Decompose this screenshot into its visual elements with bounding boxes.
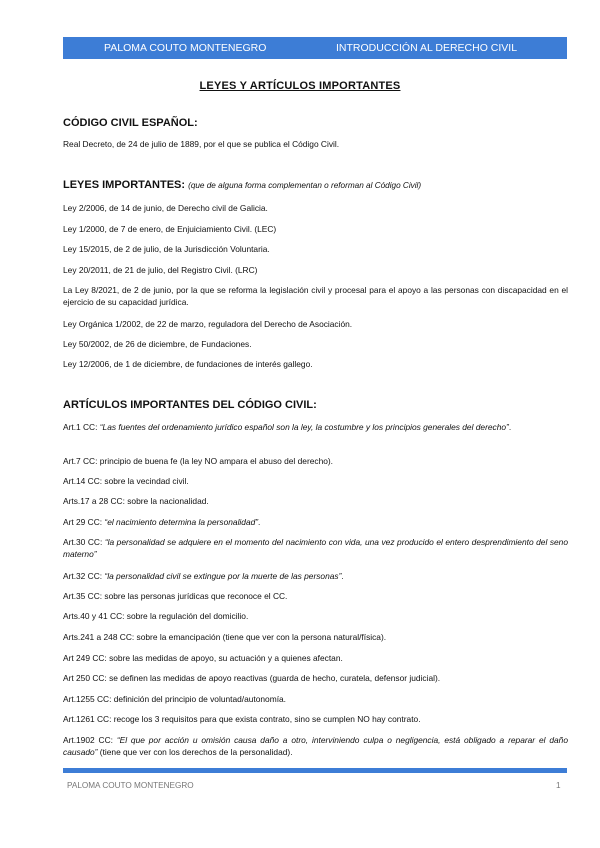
codigo-text: Real Decreto, de 24 de julio de 1889, por el que se publica el Código Civil. [63,139,340,149]
articulo-item [63,516,568,528]
articulo-item [63,455,568,467]
articulo-prefix: Art.7 CC: principio de buena fe (la ley NO ampara el abuso del derecho). [63,456,334,466]
leyes-heading-note: (que de alguna forma complementan o reforman al Código Civil) [188,181,422,190]
ley-item: Ley Orgánica 1/2002, de 22 de marzo, reguladora del Derecho de Asociación. [63,319,353,329]
articulo-item [63,631,568,643]
ley-item: Ley 1/2000, de 7 de enero, de Enjuiciamiento Civil. (LEC) [63,224,277,234]
articulo-item [63,421,568,433]
articulo-suffix: . [508,422,512,432]
articulo-item [63,734,568,758]
articulo-suffix: (tiene que ver con los derechos de la personalidad). [97,747,293,757]
articulo-prefix: Art.30 CC: [63,537,105,547]
articulo-item [63,652,568,664]
footer-bar [63,768,567,773]
articulo-suffix: . [341,571,344,581]
ley-item: La Ley 8/2021, de 2 de junio, por la que se reforma la legislación civil y procesal para el apoyo a las personas con discapacidad en el ejercicio de su capacidad jurídica. [63,285,568,307]
articulo-item [63,693,568,705]
articulo-prefix: Art.35 CC: sobre las personas jurídicas que reconoce el CC. [63,591,288,601]
header-course: INTRODUCCIÓN AL DERECHO CIVIL [336,42,518,54]
leyes-heading-label: LEYES IMPORTANTES: [63,179,186,191]
articulo-prefix: Art.1261 CC: recoge los 3 requisitos para que exista contrato, sino se cumplen NO hay contrato. [63,714,421,724]
articulo-prefix: Arts.17 a 28 CC: sobre la nacionalidad. [63,496,209,506]
footer-author: PALOMA COUTO MONTENEGRO [67,781,194,790]
articulo-item [63,590,568,602]
articulo-prefix: Art.32 CC: [63,571,105,581]
articulos-heading: ARTÍCULOS IMPORTANTES DEL CÓDIGO CIVIL: [63,399,317,411]
header-bar [63,37,567,59]
articulo-item [63,495,568,507]
leyes-heading [63,179,421,191]
ley-item: Ley 12/2006, de 1 de diciembre, de fundaciones de interés gallego. [63,359,313,369]
articulo-prefix: Art.1255 CC: definición del principio de voluntad/autonomía. [63,694,287,704]
articulo-prefix: Art 249 CC: sobre las medidas de apoyo, su actuación y a quienes afectan. [63,653,343,663]
articulo-item [63,570,568,582]
articulo-prefix: Arts.40 y 41 CC: sobre la regulación del domicilio. [63,611,249,621]
header-author: PALOMA COUTO MONTENEGRO [104,42,267,54]
articulo-item [63,713,568,725]
articulo-prefix: Art.1902 CC: [63,735,117,745]
articulo-quote: “la personalidad se adquiere en el momento del nacimiento con vida, una vez producido el entero desprendimiento del seno materno” [63,537,568,559]
page-number: 1 [556,781,561,790]
document-title: LEYES Y ARTÍCULOS IMPORTANTES [199,80,401,92]
codigo-heading: CÓDIGO CIVIL ESPAÑOL: [63,117,198,129]
articulo-item [63,536,568,560]
articulo-prefix: Art.1 CC: [63,422,100,432]
articulo-item [63,610,568,622]
articulo-quote: “Las fuentes del ordenamiento jurídico español son la ley, la costumbre y los principios generales del derecho” [99,422,509,432]
articulo-suffix: . [258,517,261,527]
articulo-quote: “el nacimiento determina la personalidad” [104,517,259,527]
articulo-prefix: Art.14 CC: sobre la vecindad civil. [63,476,189,486]
ley-item: Ley 2/2006, de 14 de junio, de Derecho civil de Galicia. [63,203,268,213]
ley-item: Ley 50/2002, de 26 de diciembre, de Fundaciones. [63,339,252,349]
ley-item: Ley 15/2015, de 2 de julio, de la Jurisdicción Voluntaria. [63,244,270,254]
articulo-item [63,672,568,684]
articulo-quote: “El que por acción u omisión causa daño a otro, interviniendo culpa o negligencia, está obligado a reparar el daño causado” [63,735,568,757]
articulo-prefix: Arts.241 a 248 CC: sobre la emancipación (tiene que ver con la persona natural/física). [63,632,387,642]
articulo-item [63,475,568,487]
ley-item: Ley 20/2011, de 21 de julio, del Registro Civil. (LRC) [63,265,258,275]
articulo-prefix: Art 250 CC: se definen las medidas de apoyo reactivas (guarda de hecho, curatela, defensor judicial). [63,673,441,683]
articulo-prefix: Art 29 CC: [63,517,105,527]
articulo-quote: “la personalidad civil se extingue por la muerte de las personas” [104,571,342,581]
